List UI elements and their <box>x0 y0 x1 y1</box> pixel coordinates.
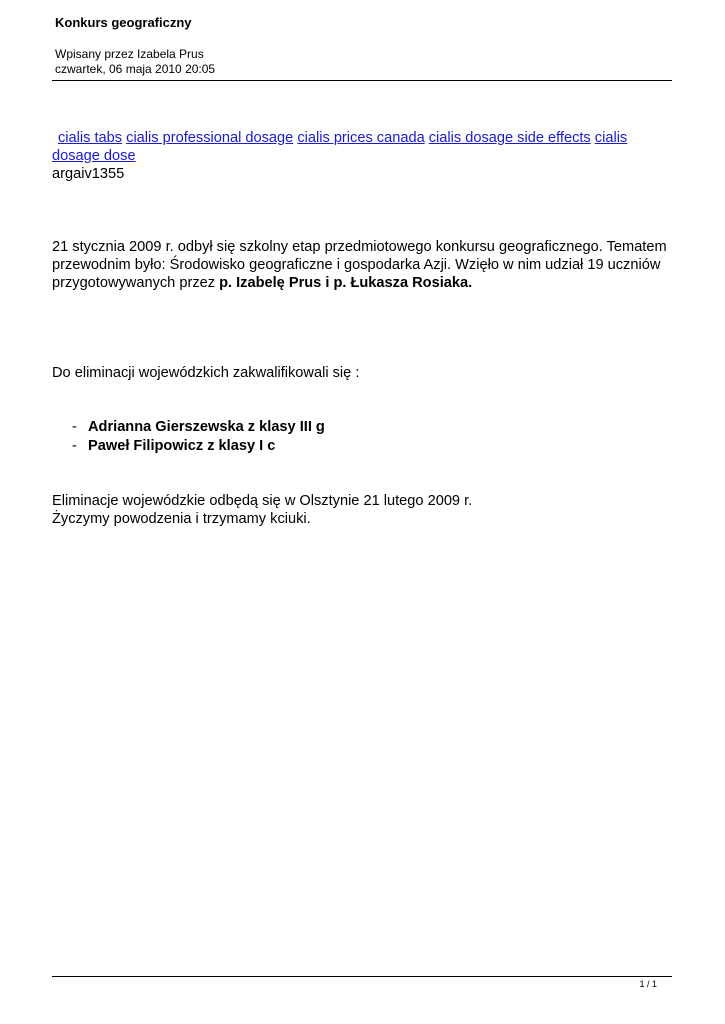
article-body <box>52 129 677 528</box>
list-dash: - <box>72 419 77 435</box>
page-indicator: 1 / 1 <box>639 979 657 989</box>
link-cialis-dosage-side-effects[interactable]: cialis dosage side effects <box>428 130 591 146</box>
article-meta <box>55 47 215 77</box>
wishes-line: Życzymy powodzenia i trzymamy kciuki. <box>52 511 311 527</box>
finals-line: Eliminacje wojewódzkie odbędą się w Olsztynie 21 lutego 2009 r. <box>52 493 473 509</box>
intro-text: 21 stycznia 2009 r. odbył się szkolny etap przedmiotowego konkursu geograficznego. Tematem przewodnim było: Środowisko geograficzne i gospodarka Azji. Wzięło w nim udział 19 uczniów przygotowywanych przez <box>52 239 667 291</box>
link-cialis-dosage-dose[interactable]: cialis dosage dose <box>52 130 628 164</box>
spam-links <box>52 129 677 165</box>
list-dash: - <box>72 438 77 454</box>
list-item <box>52 418 677 437</box>
winner-name: Adrianna Gierszewska z klasy III g <box>88 419 325 435</box>
author-line: Wpisany przez Izabela Prus <box>55 47 204 61</box>
footer-divider <box>52 976 672 977</box>
list-item <box>52 437 677 456</box>
link-cialis-tabs[interactable]: cialis tabs <box>58 130 123 146</box>
teachers-names: p. Izabelę Prus i p. Łukasza Rosiaka. <box>219 275 473 291</box>
winners-list <box>52 418 677 456</box>
link-cialis-prices-canada[interactable]: cialis prices canada <box>297 130 425 146</box>
link-cialis-professional-dosage[interactable]: cialis professional dosage <box>126 130 294 146</box>
date-line: czwartek, 06 maja 2010 20:05 <box>55 62 216 76</box>
header-divider <box>52 80 672 81</box>
article-tag: argaiv1355 <box>52 166 125 182</box>
winner-name: Paweł Filipowicz z klasy I c <box>88 438 276 454</box>
page-title: Konkurs geograficzny <box>55 15 192 30</box>
qualified-heading: Do eliminacji wojewódzkich zakwalifikowali się : <box>52 365 360 381</box>
intro-paragraph <box>52 238 677 292</box>
